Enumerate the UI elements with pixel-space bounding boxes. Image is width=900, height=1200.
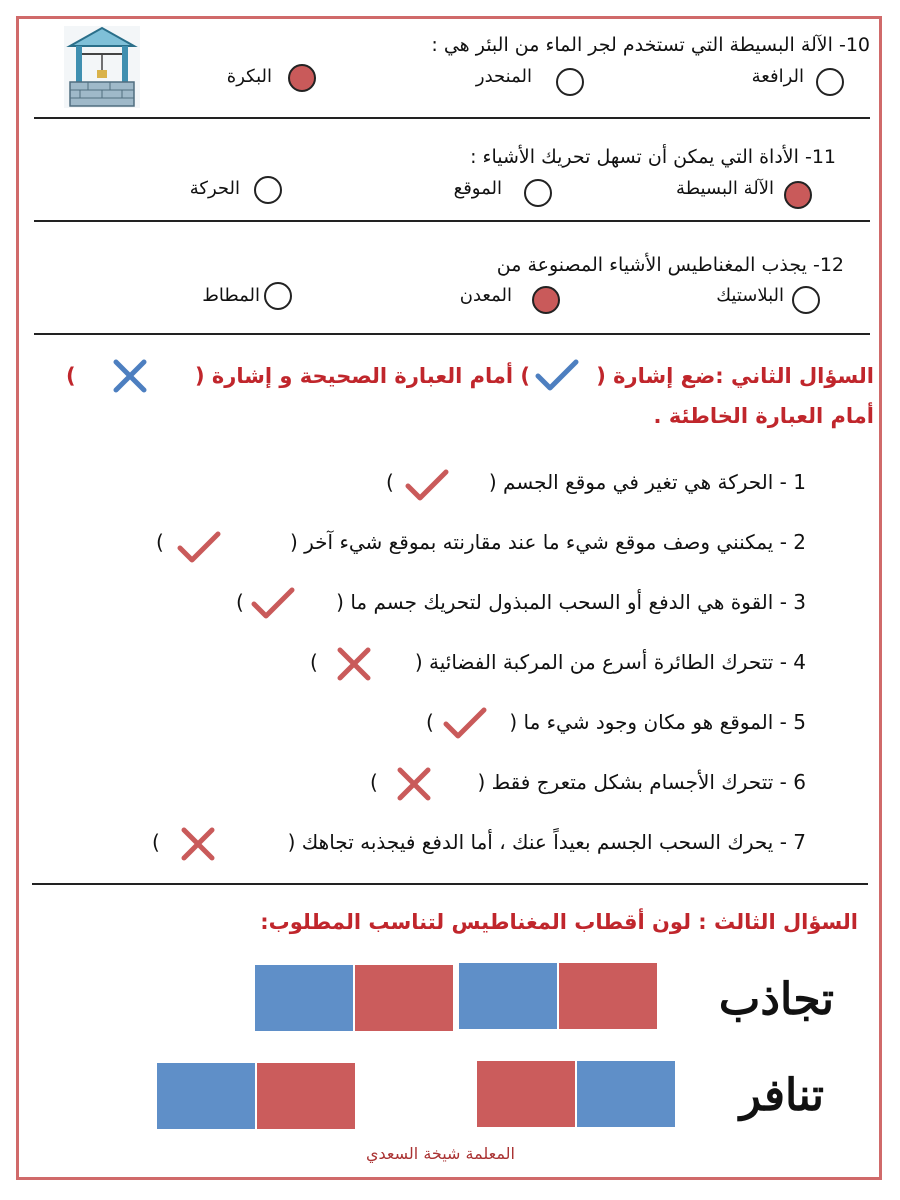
magnet-pole-blue[interactable]	[156, 1062, 256, 1130]
magnet-pole-red[interactable]	[256, 1062, 356, 1130]
question-11: 11- الأداة التي يمكن أن تسهل تحريك الأشياء :	[470, 146, 836, 168]
option-radio-q11-c[interactable]	[254, 176, 282, 204]
divider	[34, 117, 870, 119]
section3-title: السؤال الثالث : لون أقطاب المغناطيس لتناسب المطلوب:	[260, 910, 858, 934]
cross-icon	[172, 824, 224, 864]
attract-label: تجاذب	[718, 974, 834, 1025]
section2-title-part3: )	[66, 364, 76, 388]
divider	[34, 220, 870, 222]
statement-1-close: )	[386, 470, 394, 494]
question-10: 10- الآلة البسيطة التي تستخدم لجر الماء من البئر هي :	[431, 34, 870, 56]
magnet-pole-red[interactable]	[354, 964, 454, 1032]
option-label: المعدن	[459, 285, 512, 306]
check-icon	[438, 704, 490, 744]
statement-6: 6 - تتحرك الأجسام بشكل متعرج فقط (	[477, 770, 806, 794]
option-radio-q12-c[interactable]	[264, 282, 292, 310]
check-icon	[530, 356, 582, 396]
option-radio-q11-b[interactable]	[524, 179, 552, 207]
check-icon	[172, 528, 224, 568]
divider	[32, 883, 868, 885]
statement-1: 1 - الحركة هي تغير في موقع الجسم (	[488, 470, 806, 494]
statement-5: 5 - الموقع هو مكان وجود شيء ما (	[509, 710, 806, 734]
cross-icon	[388, 764, 440, 804]
option-label: المنحدر	[475, 66, 532, 87]
statement-5-close: )	[426, 710, 434, 734]
section2-title-part2: ) أمام العبارة الصحيحة و إشارة (	[194, 364, 530, 388]
cross-icon	[328, 644, 380, 684]
check-icon	[400, 466, 452, 506]
option-radio-q12-a[interactable]	[792, 286, 820, 314]
option-label: المطاط	[202, 285, 260, 306]
statement-4-close: )	[310, 650, 318, 674]
statement-2-close: )	[156, 530, 164, 554]
option-label: البلاستيك	[716, 285, 784, 306]
option-label: الآلة البسيطة	[676, 178, 774, 199]
option-radio-q10-b[interactable]	[556, 68, 584, 96]
well-pulley-icon	[58, 26, 146, 108]
statement-7-close: )	[152, 830, 160, 854]
repel-label: تنافر	[739, 1070, 824, 1121]
cross-icon	[104, 356, 156, 396]
statement-3: 3 - القوة هي الدفع أو السحب المبذول لتحريك جسم ما (	[336, 590, 806, 614]
section2-title-line2: أمام العبارة الخاطئة .	[653, 404, 874, 428]
teacher-name: المعلمة شيخة السعدي	[366, 1144, 515, 1163]
section2-title-part1: السؤال الثاني :ضع إشارة (	[596, 364, 874, 388]
option-radio-q10-a[interactable]	[816, 68, 844, 96]
divider	[34, 333, 870, 335]
statement-6-close: )	[370, 770, 378, 794]
check-icon	[246, 584, 298, 624]
option-radio-q11-a-selected[interactable]	[784, 181, 812, 209]
statement-7: 7 - يحرك السحب الجسم بعيداً عنك ، أما الدفع فيجذبه تجاهك (	[287, 830, 806, 854]
magnet-pole-blue[interactable]	[458, 962, 558, 1030]
statement-2: 2 - يمكنني وصف موقع شيء ما عند مقارنته بموقع شيء آخر (	[289, 530, 806, 554]
option-radio-q10-c-selected[interactable]	[288, 64, 316, 92]
magnet-pole-blue[interactable]	[254, 964, 354, 1032]
statement-4: 4 - تتحرك الطائرة أسرع من المركبة الفضائية (	[414, 650, 806, 674]
statement-3-close: )	[236, 590, 244, 614]
option-label: البكرة	[226, 66, 272, 87]
magnet-pole-red[interactable]	[558, 962, 658, 1030]
magnet-pole-red[interactable]	[476, 1060, 576, 1128]
question-12: 12- يجذب المغناطيس الأشياء المصنوعة من	[496, 254, 844, 276]
magnet-pole-blue[interactable]	[576, 1060, 676, 1128]
option-radio-q12-b-selected[interactable]	[532, 286, 560, 314]
option-label: الرافعة	[751, 66, 804, 87]
option-label: الموقع	[453, 178, 502, 199]
option-label: الحركة	[189, 178, 240, 199]
